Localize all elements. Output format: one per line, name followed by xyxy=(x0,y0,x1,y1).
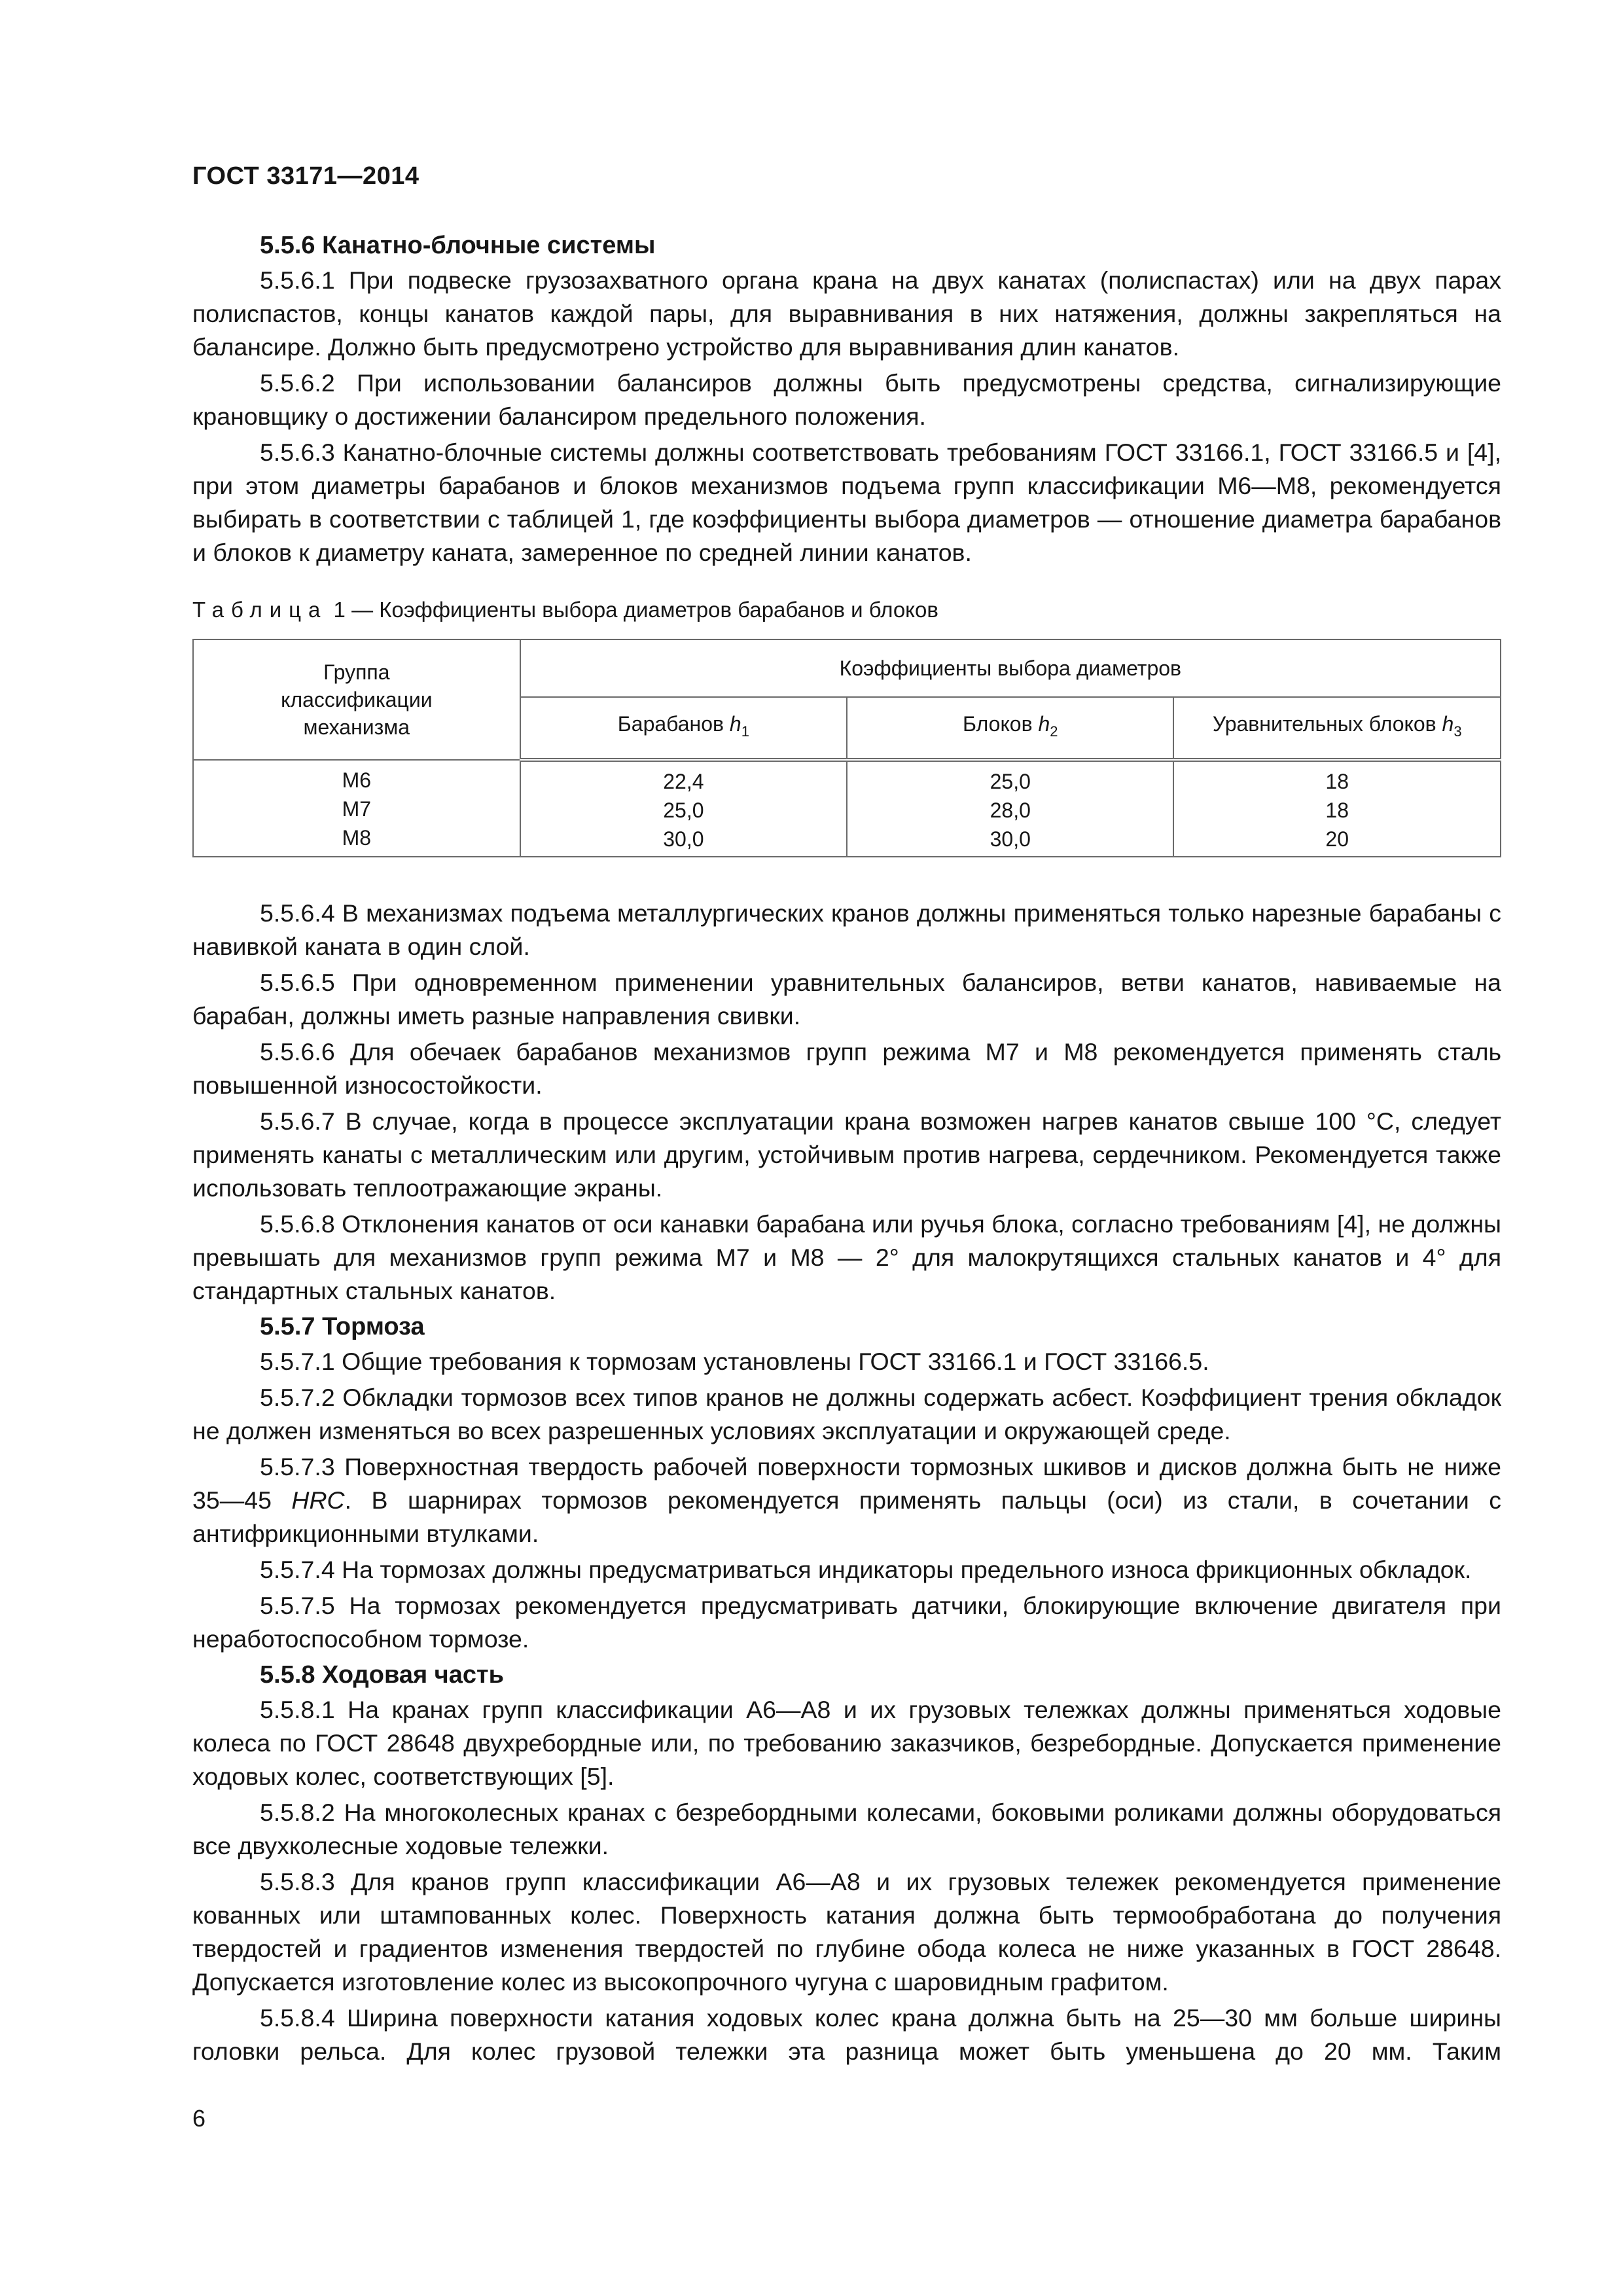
cell-drums: 22,4 25,0 30,0 xyxy=(520,760,847,857)
table-caption xyxy=(192,596,1501,624)
section-heading-5-5-7: 5.5.7 Тормоза xyxy=(260,1313,425,1340)
paragraph-5-5-6-3: 5.5.6.3 Канатно-блочные системы должны соответствовать требованиям ГОСТ 33166.1, ГОСТ 33166.5 и [4], при этом диаметры барабанов и блоков механизмов подъема групп классификации М6—М8, рекомендуется выбирать в соответствии с таблицей 1, где коэффициенты выбора диаметров — отношение диаметра барабанов и блоков к диаметру каната, замеренное по средней линии канатов. xyxy=(192,439,1501,566)
paragraph-5-5-8-4: 5.5.8.4 Ширина поверхности катания ходовых колес крана должна быть на 25—30 мм больше ширины головки рельса. Для колес грузовой тележки эта разница может быть уменьшена до 20 мм. Таким xyxy=(192,2004,1501,2065)
page-number: 6 xyxy=(192,2105,206,2132)
section-heading-5-5-6: 5.5.6 Канатно-блочные системы xyxy=(260,232,656,259)
paragraph-5-5-6-4: 5.5.6.4 В механизмах подъема металлургических кранов должны применяться только нарезные барабаны с навивкой каната в один слой. xyxy=(192,899,1501,960)
header-equalizing-blocks: Уравнительных блоков $h_3$ xyxy=(1173,697,1501,760)
paragraph-5-5-6-8: 5.5.6.8 Отклонения канатов от оси канавки барабана или ручья блока, согласно требованиям [4], не должны превышать для механизмов групп режима М7 и М8 — 2° для малокрутящихся стальных канатов и 4° для стандартных стальных канатов. xyxy=(192,1210,1501,1304)
paragraph-5-5-6-7: 5.5.6.7 В случае, когда в процессе эксплуатации крана возможен нагрев канатов свыше 100 °С, следует применять канаты с металлическим или другим, устойчивым против нагрева, сердечником. Рекомендуется также использовать теплоотражающие экраны. xyxy=(192,1107,1501,1202)
cell-blocks: 25,0 28,0 30,0 xyxy=(847,760,1173,857)
table-caption-label: Таблица xyxy=(192,598,328,622)
document-id: ГОСТ 33171—2014 xyxy=(192,162,419,190)
paragraph-5-5-7-1: 5.5.7.1 Общие требования к тормозам установлены ГОСТ 33166.1 и ГОСТ 33166.5. xyxy=(260,1348,1209,1375)
cell-groups: М6 М7 М8 xyxy=(193,760,520,857)
paragraph-5-5-8-3: 5.5.8.3 Для кранов групп классификации А6—А8 и их грузовых тележек рекомендуется применение кованных или штампованных колес. Поверхность катания должна быть термообработана до получения твердостей и градиентов изменения твердостей по глубине обода колеса не ниже указанных в ГОСТ 28648. Допускается изготовление колес из высокопрочного чугуна с шаровидным графитом. xyxy=(192,1868,1501,1996)
table-caption-text: 1 — Коэффициенты выбора диаметров барабанов и блоков xyxy=(327,598,938,622)
paragraph-5-5-7-5: 5.5.7.5 На тормозах рекомендуется предусматривать датчики, блокирующие включение двигателя при неработоспособном тормозе. xyxy=(192,1592,1501,1653)
header-blocks: Блоков $h_2$ xyxy=(847,697,1173,760)
paragraph-5-5-6-2: 5.5.6.2 При использовании балансиров должны быть предусмотрены средства, сигнализирующие крановщику о достижении балансиром предельного положения. xyxy=(192,369,1501,430)
paragraph-5-5-8-1: 5.5.8.1 На кранах групп классификации А6—А8 и их грузовых тележках должны применяться ходовые колеса по ГОСТ 28648 двухребордные или, по требованию заказчиков, безребордные. Допускается применение ходовых колес, соответствующих [5]. xyxy=(192,1696,1501,1790)
header-coefficients: Коэффициенты выбора диаметров xyxy=(520,639,1501,697)
paragraph-5-5-8-2: 5.5.8.2 На многоколесных кранах с безребордными колесами, боковыми роликами должны оборудоваться все двухколесные ходовые тележки. xyxy=(192,1799,1501,1859)
header-drums: Барабанов $h_1$ xyxy=(520,697,847,760)
coefficient-table xyxy=(192,639,1501,857)
paragraph-5-5-6-1: 5.5.6.1 При подвеске грузозахватного органа крана на двух канатах (полиспастах) или на двух парах полиспастов, концы канатов каждой пары, для выравнивания в них натяжения, должны закрепляться на балансире. Должно быть предусмотрено устройство для выравнивания длин канатов. xyxy=(192,266,1501,361)
table-row xyxy=(193,760,1501,857)
paragraph-5-5-7-3: 5.5.7.3 Поверхностная твердость рабочей поверхности тормозных шкивов и дисков должна быть не ниже 35—45 HRC. В шарнирах тормозов рекомендуется применять пальцы (оси) из стали, в сочетании с антифрикционными втулками. xyxy=(192,1453,1501,1547)
section-heading-5-5-8: 5.5.8 Ходовая часть xyxy=(260,1661,504,1689)
paragraph-5-5-7-2: 5.5.7.2 Обкладки тормозов всех типов кранов не должны содержать асбест. Коэффициент трения обкладок не должен изменяться во всех разрешенных условиях эксплуатации и окружающей среде. xyxy=(192,1384,1501,1444)
paragraph-5-5-7-4: 5.5.7.4 На тормозах должны предусматриваться индикаторы предельного износа фрикционных обкладок. xyxy=(260,1556,1472,1583)
paragraph-5-5-6-5: 5.5.6.5 При одновременном применении уравнительных балансиров, ветви канатов, навиваемые на барабан, должны иметь разные направления свивки. xyxy=(192,969,1501,1030)
paragraph-5-5-6-6: 5.5.6.6 Для обечаек барабанов механизмов групп режима М7 и М8 рекомендуется применять сталь повышенной износостойкости. xyxy=(192,1038,1501,1099)
header-group: Группа классификации механизма xyxy=(193,639,520,760)
document-body xyxy=(192,229,1501,2071)
cell-equalizing: 18 18 20 xyxy=(1173,760,1501,857)
